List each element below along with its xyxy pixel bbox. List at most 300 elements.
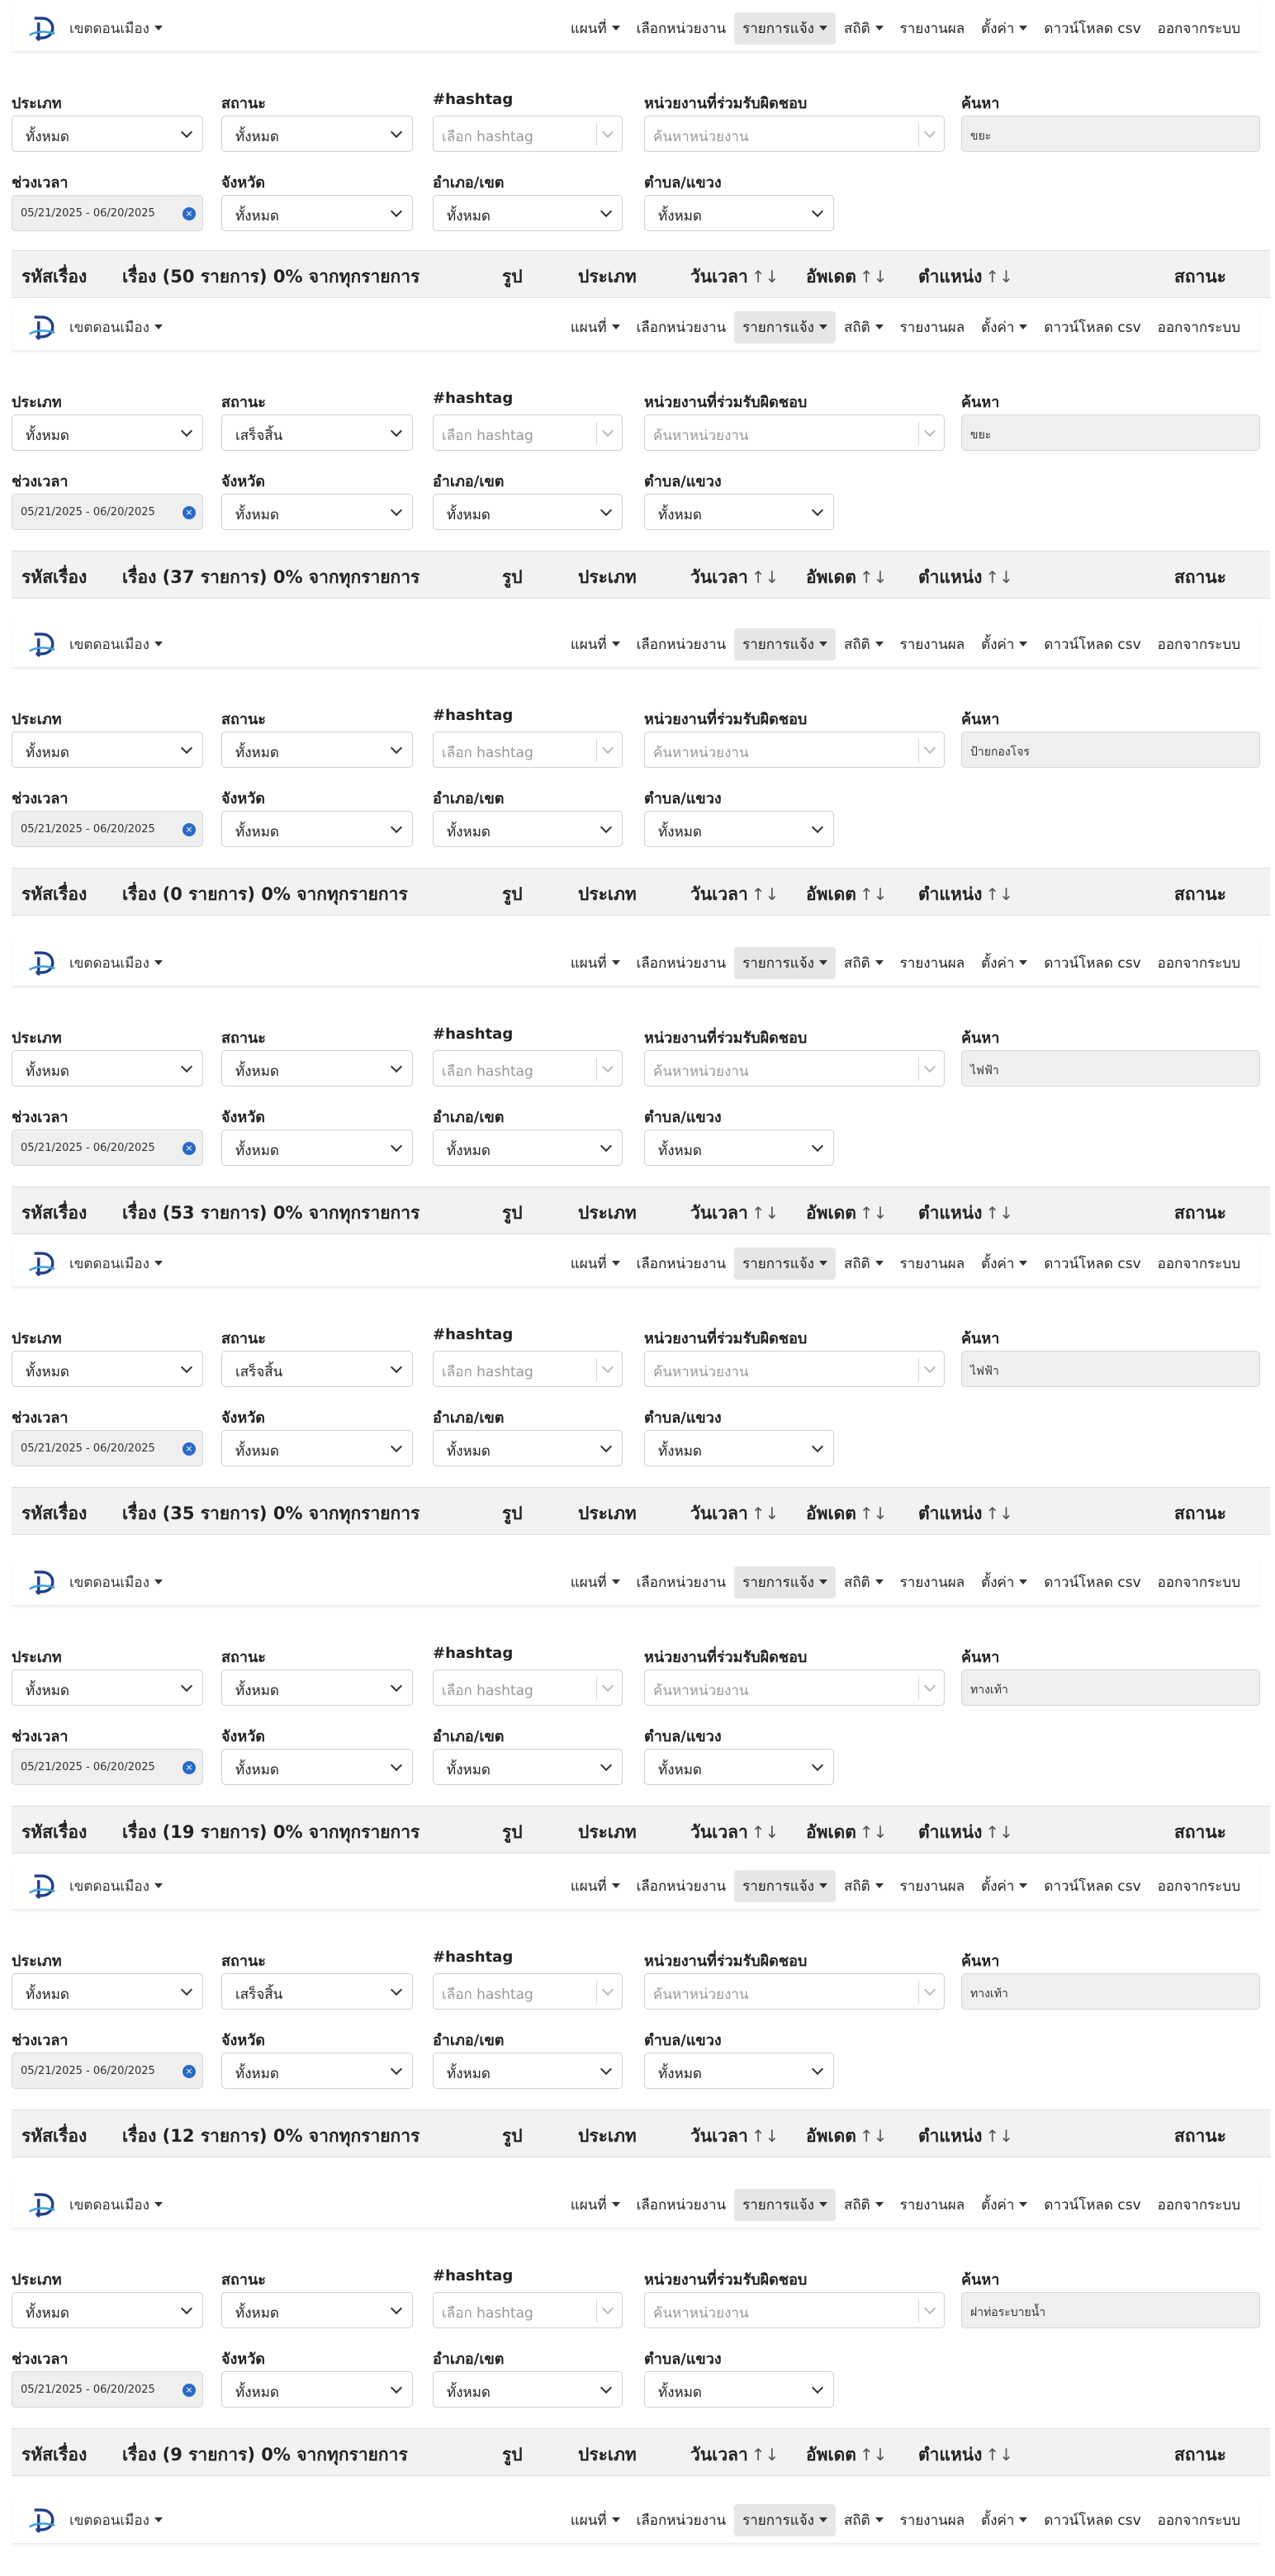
menu-settings[interactable]: ตั้งค่า <box>973 2504 1036 2536</box>
menu-statistics[interactable]: สถิติ <box>836 2189 892 2221</box>
status-label: สถานะ <box>221 1330 266 1347</box>
sort-icon[interactable]: ↑↓ <box>985 1503 1013 1523</box>
sort-icon[interactable]: ↑↓ <box>859 1203 888 1223</box>
sort-icon[interactable]: ↑↓ <box>751 1822 780 1842</box>
select-separator <box>596 1677 597 1700</box>
hashtag-select[interactable] <box>433 116 623 152</box>
hashtag-select[interactable] <box>433 1669 623 1706</box>
search-input[interactable] <box>961 1050 1260 1087</box>
search-input[interactable] <box>961 732 1260 768</box>
menu-map[interactable]: แผนที่ <box>562 947 628 979</box>
hashtag-select[interactable] <box>433 732 623 768</box>
chevron-down-icon <box>924 1680 936 1692</box>
brand-dropdown[interactable] <box>28 947 163 978</box>
menu-logout[interactable]: ออกจากระบบ <box>1157 954 1240 972</box>
district-select[interactable] <box>433 195 623 231</box>
type-select[interactable] <box>12 116 203 152</box>
clear-date-icon[interactable]: × <box>182 1442 196 1456</box>
menu-download-csv[interactable]: ดาวน์โหลด csv <box>1044 2196 1141 2214</box>
column-updated[interactable] <box>806 564 887 591</box>
menu-logout[interactable]: ออกจากระบบ <box>1157 2196 1240 2214</box>
column-updated[interactable] <box>806 2123 887 2150</box>
column-position[interactable] <box>918 2441 1013 2469</box>
district-label: อำเภอ/เขต <box>433 2351 505 2368</box>
agency-label: หน่วยงานที่ร่วมรับผิดชอบ <box>644 1330 808 1347</box>
subdistrict-select-value: ทั้งหมด <box>658 208 702 225</box>
menu-statistics[interactable]: สถิติ <box>836 947 892 979</box>
search-input[interactable] <box>961 1973 1260 2010</box>
menu-download-csv[interactable]: ดาวน์โหลด csv <box>1044 1255 1141 1272</box>
sort-icon[interactable]: ↑↓ <box>859 567 888 587</box>
column-position[interactable] <box>918 1500 1013 1527</box>
chevron-down-icon <box>924 425 936 437</box>
logo-icon <box>28 1249 56 1277</box>
main-menu <box>562 312 1249 342</box>
type-select[interactable] <box>12 1351 203 1387</box>
province-select[interactable] <box>221 811 413 847</box>
column-updated[interactable] <box>806 1819 887 1846</box>
agency-select[interactable] <box>644 1669 945 1706</box>
status-select[interactable] <box>221 1973 413 2010</box>
sort-icon[interactable]: ↑↓ <box>859 2126 888 2146</box>
agency-select[interactable] <box>644 1351 945 1387</box>
column-type: ประเภท <box>578 1822 637 1842</box>
agency-select[interactable] <box>644 2292 945 2328</box>
status-select[interactable] <box>221 1351 413 1387</box>
chevron-down-icon <box>181 742 192 754</box>
menu-select-agency[interactable]: เลือกหน่วยงาน <box>636 1574 727 1591</box>
logo-icon <box>28 949 56 977</box>
hashtag-select[interactable] <box>433 414 623 451</box>
column-position-label: ตำแหน่ง <box>918 1822 983 1842</box>
district-select[interactable] <box>433 1749 623 1785</box>
column-id: รหัสเรื่อง <box>21 2126 88 2146</box>
chevron-down-icon <box>391 126 402 138</box>
menu-statistics[interactable]: สถิติ <box>836 1870 892 1902</box>
menu-map[interactable]: แผนที่ <box>562 1870 628 1902</box>
column-datetime[interactable] <box>690 1819 779 1846</box>
column-type: ประเภท <box>578 2126 637 2146</box>
menu-statistics[interactable]: สถิติ <box>836 311 892 343</box>
menu-report[interactable]: รายงานผล <box>899 1878 965 1895</box>
menu-download-csv[interactable]: ดาวน์โหลด csv <box>1044 954 1141 972</box>
chevron-down-icon <box>924 1061 936 1073</box>
menu-select-agency[interactable]: เลือกหน่วยงาน <box>636 2512 727 2529</box>
province-select[interactable] <box>221 195 413 231</box>
column-datetime[interactable] <box>690 564 779 591</box>
menu-report-list[interactable]: รายการแจ้ง <box>734 2189 836 2221</box>
column-updated[interactable] <box>806 1500 887 1527</box>
province-select[interactable] <box>221 1129 413 1166</box>
menu-download-csv[interactable]: ดาวน์โหลด csv <box>1044 20 1141 37</box>
date-range-value: 05/21/2025 - 06/20/2025 <box>21 506 155 519</box>
menu-logout[interactable]: ออกจากระบบ <box>1157 1255 1240 1272</box>
brand-name: เขตดอนเมือง <box>69 316 163 339</box>
status-select[interactable] <box>221 2292 413 2328</box>
brand-dropdown[interactable] <box>28 2504 163 2536</box>
table-header <box>12 551 1270 599</box>
chevron-down-icon <box>391 1441 402 1452</box>
brand-name: เขตดอนเมือง <box>69 633 163 656</box>
main-menu <box>562 1871 1249 1901</box>
agency-select[interactable] <box>644 732 945 768</box>
hashtag-label: #hashtag <box>433 1645 514 1662</box>
sort-icon[interactable]: ↑↓ <box>985 267 1013 286</box>
status-label: สถานะ <box>221 1953 266 1970</box>
clear-date-icon[interactable]: × <box>182 506 196 519</box>
sort-icon[interactable]: ↑↓ <box>751 884 780 904</box>
sort-icon[interactable]: ↑↓ <box>985 1822 1013 1842</box>
brand-dropdown[interactable] <box>28 1248 163 1279</box>
menu-download-csv[interactable]: ดาวน์โหลด csv <box>1044 319 1141 336</box>
sort-icon[interactable]: ↑↓ <box>859 267 888 286</box>
menu-statistics[interactable]: สถิติ <box>836 2504 892 2536</box>
column-position-label: ตำแหน่ง <box>918 2126 983 2146</box>
date-range-input[interactable] <box>12 2371 203 2408</box>
menu-statistics[interactable]: สถิติ <box>836 628 892 661</box>
type-select-value: ทั้งหมด <box>26 2305 69 2322</box>
select-separator <box>918 2299 919 2323</box>
brand-name: เขตดอนเมือง <box>69 1875 163 1897</box>
sort-icon[interactable]: ↑↓ <box>751 1203 780 1223</box>
brand-name: เขตดอนเมือง <box>69 2194 163 2216</box>
menu-report[interactable]: รายงานผล <box>899 319 965 336</box>
search-input[interactable] <box>961 1669 1260 1706</box>
menu-select-agency[interactable]: เลือกหน่วยงาน <box>636 1878 727 1895</box>
sort-icon[interactable]: ↑↓ <box>751 567 780 587</box>
menu-report-list[interactable]: รายการแจ้ง <box>734 947 836 979</box>
clear-date-icon[interactable]: × <box>182 207 196 220</box>
column-type: ประเภท <box>578 267 637 286</box>
column-position[interactable] <box>918 881 1013 908</box>
menu-statistics[interactable]: สถิติ <box>836 12 892 45</box>
clear-date-icon[interactable]: × <box>182 1142 196 1155</box>
period-label: ช่วงเวลา <box>12 1728 69 1745</box>
column-datetime[interactable] <box>690 263 779 291</box>
column-status: สถานะ <box>1174 2126 1226 2146</box>
district-select-value: ทั้งหมด <box>447 1762 491 1778</box>
menu-select-agency[interactable]: เลือกหน่วยงาน <box>636 636 727 653</box>
period-label: ช่วงเวลา <box>12 174 69 192</box>
menu-report[interactable]: รายงานผล <box>899 20 965 37</box>
main-menu <box>562 2190 1249 2219</box>
chevron-down-icon <box>600 822 612 833</box>
subdistrict-select[interactable] <box>644 1129 834 1166</box>
date-range-input[interactable] <box>12 494 203 530</box>
brand-dropdown[interactable] <box>28 1566 163 1598</box>
table-header <box>12 2428 1270 2476</box>
search-input-value: ขยะ <box>970 429 992 442</box>
menu-map[interactable]: แผนที่ <box>562 2504 628 2536</box>
search-label: ค้นหา <box>961 95 1000 112</box>
subdistrict-select[interactable] <box>644 1430 834 1466</box>
menu-settings[interactable]: ตั้งค่า <box>973 947 1036 979</box>
menu-select-agency[interactable]: เลือกหน่วยงาน <box>636 1255 727 1272</box>
column-photo: รูป <box>502 1822 523 1842</box>
menu-map[interactable]: แผนที่ <box>562 1566 628 1598</box>
status-select-value: เสร็จสิ้น <box>235 1986 283 2003</box>
menu-select-agency[interactable]: เลือกหน่วยงาน <box>636 954 727 972</box>
column-datetime[interactable] <box>690 2123 779 2150</box>
column-position-label: ตำแหน่ง <box>918 1503 983 1523</box>
brand-dropdown[interactable] <box>28 628 163 660</box>
column-photo: รูป <box>502 1203 523 1223</box>
subdistrict-select[interactable] <box>644 494 834 530</box>
province-select[interactable] <box>221 1749 413 1785</box>
menu-download-csv[interactable]: ดาวน์โหลด csv <box>1044 636 1141 653</box>
clear-date-icon[interactable]: × <box>182 1761 196 1774</box>
sort-icon[interactable]: ↑↓ <box>859 1503 888 1523</box>
column-id: รหัสเรื่อง <box>21 2445 88 2465</box>
menu-logout[interactable]: ออกจากระบบ <box>1157 2512 1240 2529</box>
district-select[interactable] <box>433 1430 623 1466</box>
column-updated[interactable] <box>806 263 887 291</box>
hashtag-select[interactable] <box>433 1050 623 1087</box>
column-status: สถานะ <box>1174 1822 1226 1842</box>
agency-placeholder: ค้นหาหน่วยงาน <box>653 1063 749 1080</box>
brand-name: เขตดอนเมือง <box>69 1571 163 1593</box>
sort-icon[interactable]: ↑↓ <box>985 567 1013 587</box>
hashtag-label: #hashtag <box>433 91 514 108</box>
menu-statistics[interactable]: สถิติ <box>836 1248 892 1280</box>
subdistrict-select[interactable] <box>644 811 834 847</box>
column-photo: รูป <box>502 2445 523 2465</box>
menu-map[interactable]: แผนที่ <box>562 311 628 343</box>
chevron-down-icon <box>600 1441 612 1452</box>
column-datetime[interactable] <box>690 2441 779 2469</box>
menu-download-csv[interactable]: ดาวน์โหลด csv <box>1044 1878 1141 1895</box>
menu-report-list[interactable]: รายการแจ้ง <box>734 1870 836 1902</box>
province-select[interactable] <box>221 2053 413 2089</box>
column-position[interactable] <box>918 263 1013 291</box>
menu-settings[interactable]: ตั้งค่า <box>973 628 1036 661</box>
column-updated[interactable] <box>806 2441 887 2469</box>
column-datetime[interactable] <box>690 1500 779 1527</box>
province-select[interactable] <box>221 1430 413 1466</box>
district-select[interactable] <box>433 1129 623 1166</box>
chevron-down-icon <box>391 742 402 754</box>
menu-settings[interactable]: ตั้งค่า <box>973 1870 1036 1902</box>
chevron-down-icon <box>600 1759 612 1771</box>
menu-select-agency[interactable]: เลือกหน่วยงาน <box>636 20 727 37</box>
column-updated[interactable] <box>806 881 887 908</box>
search-input[interactable] <box>961 116 1260 152</box>
period-label: ช่วงเวลา <box>12 2351 69 2368</box>
menu-report-list[interactable]: รายการแจ้ง <box>734 1248 836 1280</box>
sort-icon[interactable]: ↑↓ <box>859 884 888 904</box>
menu-settings[interactable]: ตั้งค่า <box>973 12 1036 45</box>
menu-download-csv[interactable]: ดาวน์โหลด csv <box>1044 1574 1141 1591</box>
menu-settings[interactable]: ตั้งค่า <box>973 1248 1036 1280</box>
select-separator <box>596 123 597 146</box>
period-label: ช่วงเวลา <box>12 1409 69 1427</box>
menu-statistics[interactable]: สถิติ <box>836 1566 892 1598</box>
status-select[interactable] <box>221 1669 413 1706</box>
column-updated[interactable] <box>806 1200 887 1227</box>
column-datetime[interactable] <box>690 1200 779 1227</box>
menu-report[interactable]: รายงานผล <box>899 636 965 653</box>
column-position[interactable] <box>918 1819 1013 1846</box>
type-select[interactable] <box>12 414 203 451</box>
menu-map[interactable]: แผนที่ <box>562 12 628 45</box>
province-label: จังหวัด <box>221 2351 265 2368</box>
district-select-value: ทั้งหมด <box>447 507 491 523</box>
chevron-down-icon <box>924 742 936 754</box>
menu-report-list[interactable]: รายการแจ้ง <box>734 2504 836 2536</box>
hashtag-placeholder: เลือก hashtag <box>442 1063 533 1080</box>
brand-dropdown[interactable] <box>28 1870 163 1901</box>
hashtag-select[interactable] <box>433 1351 623 1387</box>
sort-icon[interactable]: ↑↓ <box>985 884 1013 904</box>
column-status: สถานะ <box>1174 567 1226 587</box>
subdistrict-select-value: ทั้งหมด <box>658 1762 702 1778</box>
agency-select[interactable] <box>644 116 945 152</box>
subdistrict-label: ตำบล/แขวง <box>644 1109 722 1126</box>
agency-select[interactable] <box>644 1973 945 2010</box>
chevron-down-icon <box>812 822 823 833</box>
menu-map[interactable]: แผนที่ <box>562 1248 628 1280</box>
menu-settings[interactable]: ตั้งค่า <box>973 311 1036 343</box>
menu-report-list[interactable]: รายการแจ้ง <box>734 1566 836 1598</box>
column-updated-label: อัพเดต <box>806 267 856 286</box>
brand-dropdown[interactable] <box>28 2189 163 2220</box>
type-select[interactable] <box>12 732 203 768</box>
chevron-down-icon <box>391 1984 402 1996</box>
menu-report[interactable]: รายงานผล <box>899 2196 965 2214</box>
sort-icon[interactable]: ↑↓ <box>985 2126 1013 2146</box>
menu-settings[interactable]: ตั้งค่า <box>973 2189 1036 2221</box>
menu-report-list[interactable]: รายการแจ้ง <box>734 311 836 343</box>
date-range-input[interactable] <box>12 1749 203 1785</box>
sort-icon[interactable]: ↑↓ <box>985 2445 1013 2465</box>
menu-map[interactable]: แผนที่ <box>562 628 628 661</box>
province-select[interactable] <box>221 2371 413 2408</box>
type-select[interactable] <box>12 2292 203 2328</box>
sort-icon[interactable]: ↑↓ <box>751 267 780 286</box>
status-select-value: ทั้งหมด <box>235 1683 279 1699</box>
sort-icon[interactable]: ↑↓ <box>859 2445 888 2465</box>
menu-select-agency[interactable]: เลือกหน่วยงาน <box>636 2196 727 2214</box>
sort-icon[interactable]: ↑↓ <box>751 2126 780 2146</box>
menu-report[interactable]: รายงานผล <box>899 954 965 972</box>
chevron-down-icon <box>924 1984 936 1996</box>
type-select-value: ทั้งหมด <box>26 1063 69 1080</box>
subdistrict-select-value: ทั้งหมด <box>658 824 702 841</box>
brand-dropdown[interactable] <box>28 311 163 343</box>
menu-logout[interactable]: ออกจากระบบ <box>1157 319 1240 336</box>
province-select[interactable] <box>221 494 413 530</box>
status-select[interactable] <box>221 414 413 451</box>
menu-report[interactable]: รายงานผล <box>899 2512 965 2529</box>
hashtag-select[interactable] <box>433 1973 623 2010</box>
status-select[interactable] <box>221 1050 413 1087</box>
search-input[interactable] <box>961 414 1260 451</box>
column-datetime-label: วันเวลา <box>690 567 748 587</box>
date-range-input[interactable] <box>12 2053 203 2089</box>
clear-date-icon[interactable]: × <box>182 823 196 836</box>
subdistrict-label: ตำบล/แขวง <box>644 1409 722 1427</box>
sort-icon[interactable]: ↑↓ <box>751 1503 780 1523</box>
menu-logout[interactable]: ออกจากระบบ <box>1157 636 1240 653</box>
hashtag-select[interactable] <box>433 2292 623 2328</box>
type-select-value: ทั้งหมด <box>26 1683 69 1699</box>
agency-placeholder: ค้นหาหน่วยงาน <box>653 1364 749 1380</box>
column-datetime[interactable] <box>690 881 779 908</box>
subdistrict-select[interactable] <box>644 2371 834 2408</box>
date-range-input[interactable] <box>12 1430 203 1466</box>
type-select[interactable] <box>12 1669 203 1706</box>
sort-icon[interactable]: ↑↓ <box>751 2445 780 2465</box>
column-id: รหัสเรื่อง <box>21 267 88 286</box>
menu-logout[interactable]: ออกจากระบบ <box>1157 1878 1240 1895</box>
subdistrict-select[interactable] <box>644 195 834 231</box>
district-select[interactable] <box>433 494 623 530</box>
menu-map[interactable]: แผนที่ <box>562 2189 628 2221</box>
province-select-value: ทั้งหมด <box>235 208 279 225</box>
logo-icon <box>28 1568 56 1596</box>
sort-icon[interactable]: ↑↓ <box>859 1822 888 1842</box>
search-input[interactable] <box>961 1351 1260 1387</box>
menu-report-list[interactable]: รายการแจ้ง <box>734 628 836 661</box>
chevron-down-icon <box>602 126 614 138</box>
status-select[interactable] <box>221 732 413 768</box>
type-select[interactable] <box>12 1050 203 1087</box>
district-select[interactable] <box>433 2371 623 2408</box>
search-input[interactable] <box>961 2292 1260 2328</box>
date-range-input[interactable] <box>12 195 203 231</box>
type-select[interactable] <box>12 1973 203 2010</box>
district-select[interactable] <box>433 2053 623 2089</box>
menu-report[interactable]: รายงานผล <box>899 1574 965 1591</box>
column-position[interactable] <box>918 1200 1013 1227</box>
agency-label: หน่วยงานที่ร่วมรับผิดชอบ <box>644 2271 808 2289</box>
subdistrict-select[interactable] <box>644 1749 834 1785</box>
sort-icon[interactable]: ↑↓ <box>985 1203 1013 1223</box>
menu-logout[interactable]: ออกจากระบบ <box>1157 1574 1240 1591</box>
status-select[interactable] <box>221 116 413 152</box>
brand-dropdown[interactable] <box>28 12 163 44</box>
column-position-label: ตำแหน่ง <box>918 267 983 286</box>
column-id: รหัสเรื่อง <box>21 1203 88 1223</box>
menu-download-csv[interactable]: ดาวน์โหลด csv <box>1044 2512 1141 2529</box>
date-range-input[interactable] <box>12 811 203 847</box>
menu-report[interactable]: รายงานผล <box>899 1255 965 1272</box>
subdistrict-select[interactable] <box>644 2053 834 2089</box>
menu-settings[interactable]: ตั้งค่า <box>973 1566 1036 1598</box>
date-range-input[interactable] <box>12 1129 203 1166</box>
district-select[interactable] <box>433 811 623 847</box>
agency-select[interactable] <box>644 414 945 451</box>
clear-date-icon[interactable]: × <box>182 2384 196 2397</box>
chevron-down-icon <box>602 1061 614 1073</box>
district-label: อำเภอ/เขต <box>433 790 505 807</box>
agency-placeholder: ค้นหาหน่วยงาน <box>653 129 749 145</box>
column-position[interactable] <box>918 564 1013 591</box>
district-label: อำเภอ/เขต <box>433 1728 505 1745</box>
column-title: เรื่อง (37 รายการ) 0% จากทุกรายการ <box>122 567 420 587</box>
agency-select[interactable] <box>644 1050 945 1087</box>
menu-logout[interactable]: ออกจากระบบ <box>1157 20 1240 37</box>
type-label: ประเภท <box>12 394 62 411</box>
column-position[interactable] <box>918 2123 1013 2150</box>
clear-date-icon[interactable]: × <box>182 2065 196 2078</box>
menu-report-list[interactable]: รายการแจ้ง <box>734 12 836 45</box>
column-title: เรื่อง (35 รายการ) 0% จากทุกรายการ <box>122 1503 420 1523</box>
search-label: ค้นหา <box>961 1030 1000 1047</box>
chevron-down-icon <box>391 425 402 437</box>
menu-select-agency[interactable]: เลือกหน่วยงาน <box>636 319 727 336</box>
status-select-value: เสร็จสิ้น <box>235 1364 283 1380</box>
